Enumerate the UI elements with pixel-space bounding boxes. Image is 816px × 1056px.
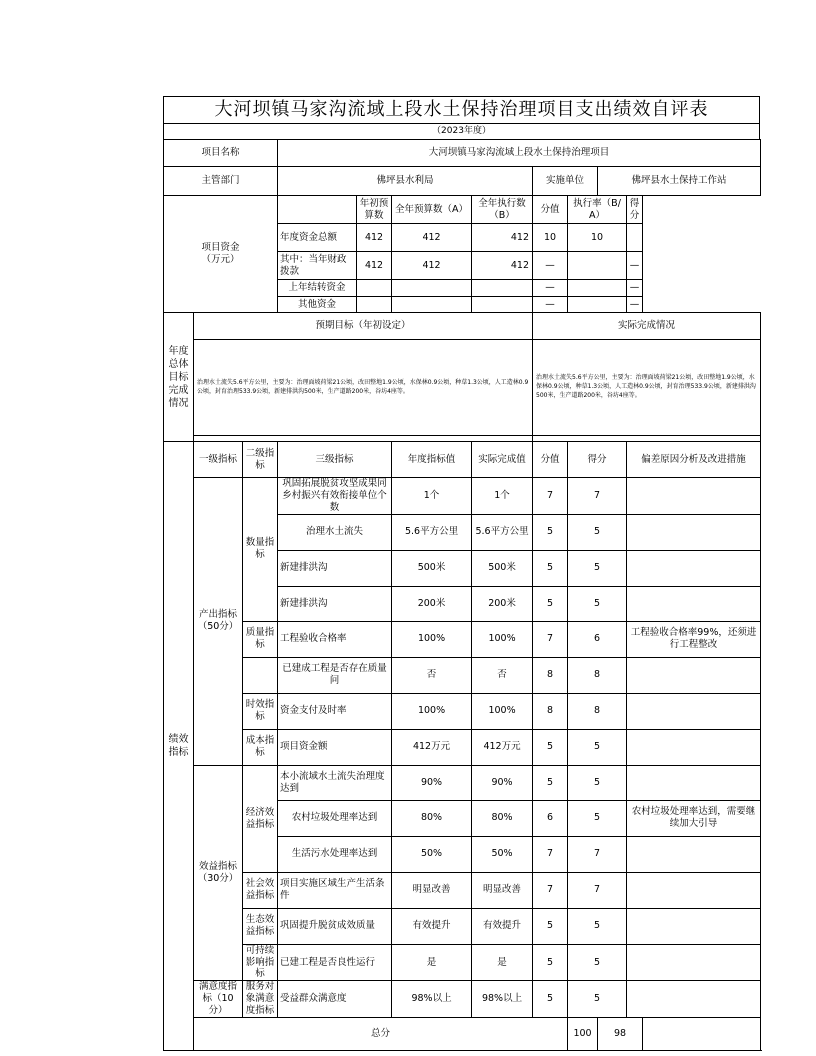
indicator-row (164, 944, 761, 981)
indicator-score: 7 (533, 621, 568, 657)
indicator-points: 7 (568, 478, 627, 515)
indicator-note (627, 693, 761, 729)
indicator-actual: 200米 (472, 586, 533, 621)
indicator-name: 受益群众满意度 (278, 981, 392, 1018)
total-note (643, 1017, 761, 1050)
evaluation-sheet (163, 96, 760, 1051)
indicator-row (164, 693, 761, 729)
department-row (164, 167, 761, 196)
total-score: 100 (568, 1017, 598, 1050)
funds-row-label: 上年结转资金 (278, 280, 357, 297)
indicator-actual: 90% (472, 765, 533, 800)
total-points: 98 (598, 1017, 643, 1050)
funds-row-annual: 412 (392, 224, 472, 252)
year-subtitle: （2023年度） (163, 123, 760, 139)
indicator-target: 100% (392, 621, 472, 657)
indicator-note (627, 836, 761, 872)
expected-goal-text: 治理水土流失5.6平方公里，主要为：治理面坡荷梁21公顷，改田整地1.9公顷，水保林0.9公顷，种草1.3公顷，人工造林0.9公顷，封育治理533.9公顷，新建排洪沟500米，生产道路200米，谷坊4座等。 (194, 340, 533, 436)
funds-header-annual: 全年预算数（A） (392, 196, 472, 224)
evaluation-table (163, 139, 761, 1051)
indicator-target: 明显改善 (392, 872, 472, 908)
indicator-actual: 50% (472, 836, 533, 872)
indicator-score: 7 (533, 478, 568, 515)
indicator-points: 8 (568, 693, 627, 729)
funds-row-points (627, 224, 643, 252)
funds-label-line1: 项目资金 (201, 242, 240, 254)
indicator-name: 已建工程是否良性运行 (278, 944, 392, 981)
level2-quality: 质量指标 (243, 621, 278, 657)
indicator-score: 7 (533, 836, 568, 872)
level2-economic: 经济效益指标 (243, 765, 278, 872)
indicator-points: 5 (568, 586, 627, 621)
indicator-note (627, 872, 761, 908)
indicator-actual: 80% (472, 800, 533, 836)
indicator-name: 农村垃圾处理率达到 (278, 800, 392, 836)
indicator-actual: 5.6平方公里 (472, 514, 533, 550)
funds-header-exec: 全年执行数（B） (472, 196, 533, 224)
funds-row-points: — (627, 252, 643, 280)
actual-goal-header: 实际完成情况 (533, 313, 761, 340)
indicator-row (164, 908, 761, 944)
indicator-name: 资金支付及时率 (278, 693, 392, 729)
indicator-score: 8 (533, 693, 568, 729)
indicator-note (627, 586, 761, 621)
indicator-actual: 412万元 (472, 729, 533, 765)
funds-row-annual (392, 280, 472, 297)
indicator-name: 巩固提升脱贫成效质量 (278, 908, 392, 944)
funds-row-initial (357, 297, 392, 313)
funds-row-annual: 412 (392, 252, 472, 280)
indicator-row (164, 872, 761, 908)
indicator-score: 8 (533, 657, 568, 693)
indicator-points: 5 (568, 729, 627, 765)
funds-row-points: — (627, 297, 643, 313)
funds-blank-header (278, 196, 357, 224)
indicator-target: 412万元 (392, 729, 472, 765)
indicator-note (627, 908, 761, 944)
funds-row-exec (472, 280, 533, 297)
indicator-points: 8 (568, 657, 627, 693)
indicator-score: 7 (533, 872, 568, 908)
level1-satisfaction: 满意度指标（10分） (194, 981, 243, 1018)
dept-value: 佛坪县水利局 (278, 167, 533, 196)
funds-header-rate: 执行率（B/A） (568, 196, 627, 224)
indicator-target: 98%以上 (392, 981, 472, 1018)
project-name-row (164, 140, 761, 167)
indicator-score: 5 (533, 765, 568, 800)
indicator-note (627, 514, 761, 550)
indicator-name: 项目实施区域生产生活条件 (278, 872, 392, 908)
indicator-header-note: 偏差原因分析及改进措施 (627, 442, 761, 478)
performance-indicator-label: 绩效指标 (164, 442, 194, 1051)
actual-goal-text: 治理水土流失5.6平方公里，主要为：治理面坡荷梁21公顷，改田整地1.9公顷，水保林0.9公顷，种草1.3公顷，人工造林0.9公顷，封育治理533.9公顷，新建排洪沟500米，生产道路200米，谷坊4座等。 (533, 340, 761, 436)
funds-row-rate (568, 280, 627, 297)
indicator-actual: 明显改善 (472, 872, 533, 908)
funds-row-label: 其他资金 (278, 297, 357, 313)
funds-row-score: — (533, 280, 568, 297)
indicator-score: 5 (533, 944, 568, 981)
dept-label: 主管部门 (164, 167, 278, 196)
indicator-name: 巩固拓展脱贫攻坚成果同乡村振兴有效衔接单位个数 (278, 478, 392, 515)
indicator-actual: 是 (472, 944, 533, 981)
impl-value: 佛坪县水土保持工作站 (598, 167, 761, 196)
indicator-note (627, 550, 761, 586)
indicator-target: 90% (392, 765, 472, 800)
indicator-note (627, 944, 761, 981)
indicator-actual: 否 (472, 657, 533, 693)
indicator-actual: 100% (472, 621, 533, 657)
funds-header-initial: 年初预算数 (357, 196, 392, 224)
indicator-score: 5 (533, 586, 568, 621)
funds-row-score: 10 (533, 224, 568, 252)
indicator-target: 200米 (392, 586, 472, 621)
indicator-target: 有效提升 (392, 908, 472, 944)
indicator-note (627, 765, 761, 800)
indicator-header-level1: 一级指标 (194, 442, 243, 478)
funds-row-rate (568, 252, 627, 280)
indicator-points: 5 (568, 765, 627, 800)
funds-label-line2: （万元） (201, 254, 240, 265)
indicator-target: 50% (392, 836, 472, 872)
indicator-header-level3: 三级指标 (278, 442, 392, 478)
indicator-score: 5 (533, 981, 568, 1018)
indicator-row (164, 729, 761, 765)
funds-row-points: — (627, 280, 643, 297)
funds-label (164, 196, 278, 313)
indicator-header-points: 得分 (568, 442, 627, 478)
indicator-note (627, 729, 761, 765)
level2-sustainable: 可持续影响指标 (243, 944, 278, 981)
funds-row-label: 其中：当年财政拨款 (278, 252, 357, 280)
funds-header-score: 分值 (533, 196, 568, 224)
indicator-actual: 100% (472, 693, 533, 729)
indicator-header-actual: 实际完成值 (472, 442, 533, 478)
level2-timeliness: 时效指标 (243, 693, 278, 729)
indicator-actual: 98%以上 (472, 981, 533, 1018)
funds-row-score: — (533, 297, 568, 313)
indicator-name: 项目资金额 (278, 729, 392, 765)
indicator-note: 工程验收合格率99%，还须进行工程整改 (627, 621, 761, 657)
indicator-points: 7 (568, 872, 627, 908)
funds-header-points: 得分 (627, 196, 643, 224)
indicator-actual: 500米 (472, 550, 533, 586)
funds-row-exec: 412 (472, 224, 533, 252)
indicator-header-target: 年度指标值 (392, 442, 472, 478)
indicator-row (164, 657, 761, 693)
indicator-target: 1个 (392, 478, 472, 515)
funds-row-label: 年度资金总额 (278, 224, 357, 252)
goal-header-row (164, 313, 761, 340)
goal-text-row (164, 340, 761, 436)
level1-benefit: 效益指标（30分） (194, 765, 243, 981)
total-row (164, 1017, 761, 1050)
indicator-score: 6 (533, 800, 568, 836)
funds-row-rate (568, 297, 627, 313)
indicator-target: 否 (392, 657, 472, 693)
indicator-target: 500米 (392, 550, 472, 586)
indicator-note: 农村垃圾处理率达到，需要继续加大引导 (627, 800, 761, 836)
indicator-row (164, 765, 761, 800)
annual-goal-label: 年度总体目标完成情况 (164, 313, 194, 442)
indicator-name: 已建成工程是否存在质量问 (278, 657, 392, 693)
funds-row-rate: 10 (568, 224, 627, 252)
indicator-points: 6 (568, 621, 627, 657)
indicator-row (164, 621, 761, 657)
level2-ecological: 生态效益指标 (243, 908, 278, 944)
level1-output: 产出指标（50分） (194, 478, 243, 766)
indicator-row (164, 981, 761, 1018)
indicator-header-score: 分值 (533, 442, 568, 478)
funds-row-initial: 412 (357, 224, 392, 252)
indicator-header-row (164, 442, 761, 478)
indicator-score: 5 (533, 908, 568, 944)
level2-cost: 成本指标 (243, 729, 278, 765)
indicator-note (627, 478, 761, 515)
indicator-header-level2: 二级指标 (243, 442, 278, 478)
indicator-name: 治理水土流失 (278, 514, 392, 550)
sheet-title: 大河坝镇马家沟流域上段水土保持治理项目支出绩效自评表 (163, 96, 760, 123)
indicator-score: 5 (533, 514, 568, 550)
project-name-label: 项目名称 (164, 140, 278, 167)
indicator-score: 5 (533, 729, 568, 765)
indicator-note (627, 981, 761, 1018)
indicator-row (164, 478, 761, 515)
indicator-points: 5 (568, 514, 627, 550)
funds-header-row (164, 196, 761, 224)
indicator-points: 7 (568, 836, 627, 872)
funds-row-initial (357, 280, 392, 297)
total-label: 总分 (194, 1017, 568, 1050)
impl-label: 实施单位 (533, 167, 598, 196)
indicator-name: 本小流域水土流失治理度达到 (278, 765, 392, 800)
level2-service: 服务对象满意度指标 (243, 981, 278, 1018)
indicator-target: 100% (392, 693, 472, 729)
indicator-score: 5 (533, 550, 568, 586)
funds-row-annual (392, 297, 472, 313)
indicator-points: 5 (568, 944, 627, 981)
funds-row-exec (472, 297, 533, 313)
level2-quantity: 数量指标 (243, 478, 278, 622)
expected-goal-header: 预期目标（年初设定） (194, 313, 533, 340)
indicator-actual: 有效提升 (472, 908, 533, 944)
indicator-note (627, 657, 761, 693)
indicator-name: 新建排洪沟 (278, 586, 392, 621)
funds-row-initial: 412 (357, 252, 392, 280)
indicator-actual: 1个 (472, 478, 533, 515)
indicator-points: 5 (568, 908, 627, 944)
funds-row-exec: 412 (472, 252, 533, 280)
indicator-name: 新建排洪沟 (278, 550, 392, 586)
funds-row-score: — (533, 252, 568, 280)
indicator-points: 5 (568, 550, 627, 586)
indicator-name: 工程验收合格率 (278, 621, 392, 657)
level2-social: 社会效益指标 (243, 872, 278, 908)
indicator-points: 5 (568, 981, 627, 1018)
indicator-name: 生活污水处理率达到 (278, 836, 392, 872)
indicator-target: 5.6平方公里 (392, 514, 472, 550)
indicator-target: 是 (392, 944, 472, 981)
indicator-target: 80% (392, 800, 472, 836)
project-name-value: 大河坝镇马家沟流域上段水土保持治理项目 (278, 140, 761, 167)
indicator-points: 5 (568, 800, 627, 836)
